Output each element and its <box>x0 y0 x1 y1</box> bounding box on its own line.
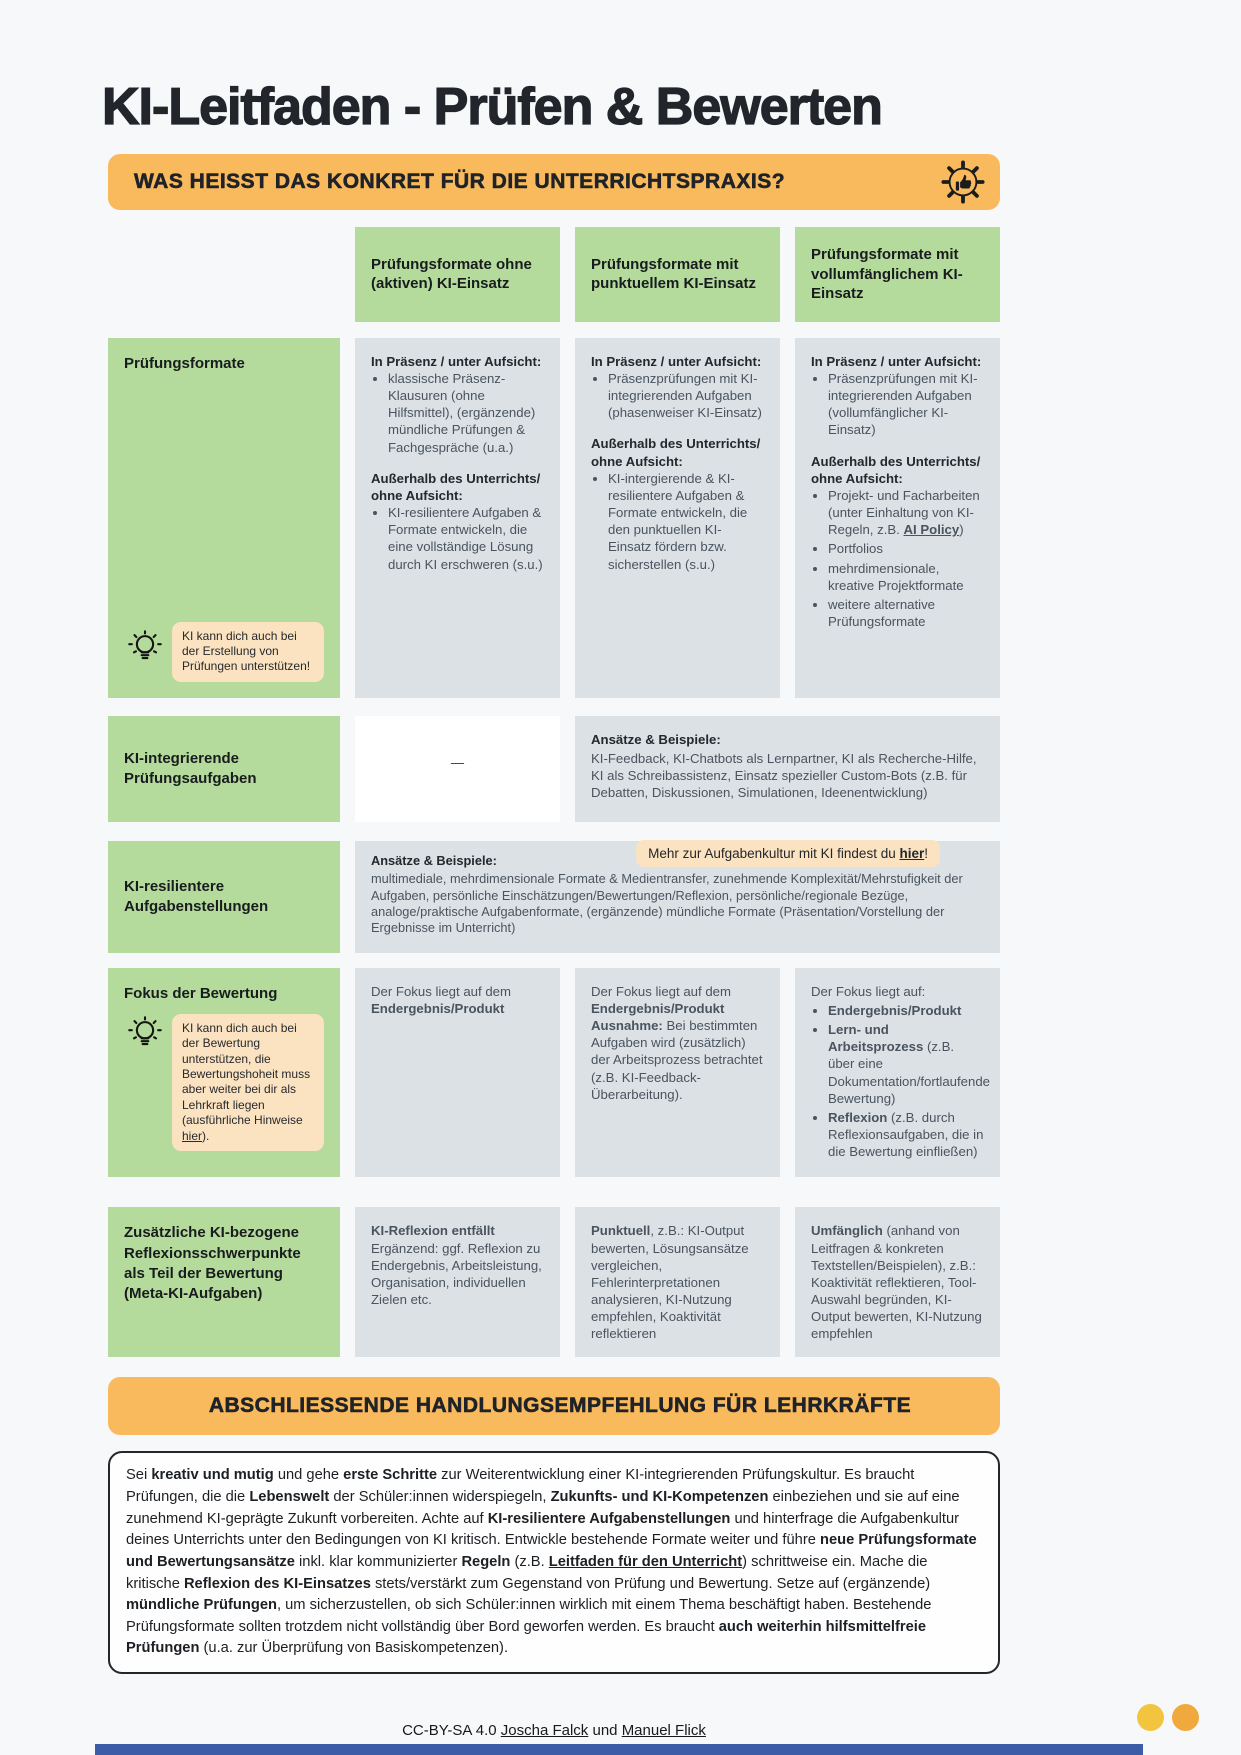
text-segment: (z.B. <box>510 1553 549 1570</box>
cell-r5-vollumfaenglich-ki <box>795 1207 1000 1357</box>
text-segment: Projekt- und Facharbeiten (unter Einhaltung von KI-Regeln, z.B. <box>828 487 980 538</box>
cell-r5-ohne-ki <box>355 1207 560 1357</box>
bullet-item <box>828 560 984 594</box>
cell-r4-ohne-ki <box>355 968 560 1178</box>
bullet-list <box>811 487 984 630</box>
row-header-label: Prüfungsformate <box>124 354 245 372</box>
cell-text: Ergänzend: ggf. Reflexion zu Endergebnis, Arbeitsleistung, Organisation, individuellen Zielen etc. <box>371 1240 542 1307</box>
tip-text <box>172 1014 324 1151</box>
cell-r1-punktuell-ki <box>575 338 780 698</box>
text-segment: ) schrittweise ein. Mache die kritische <box>126 1553 928 1592</box>
text-segment: der Schüler:innen widerspiegeln, <box>329 1489 551 1506</box>
text-segment: ! <box>924 845 928 861</box>
bullet-list <box>811 1002 991 1160</box>
text-segment: mündliche Prüfungen <box>126 1597 277 1614</box>
inline-link[interactable]: hier <box>182 1128 203 1143</box>
text-segment: (z.B. über eine Dokumentation/fortlaufende Bewertung) <box>828 1039 991 1106</box>
text-segment: stets/verstärkt zum Gegenstand von Prüfung und Bewertung. Setze auf (ergänzende) <box>370 1575 931 1592</box>
bullet-item <box>828 487 984 538</box>
bullet-item <box>828 596 984 630</box>
column-header-row <box>355 227 1000 322</box>
lightbulb-icon <box>124 628 166 676</box>
bullet-list <box>811 370 984 439</box>
inline-link[interactable]: Joscha Falck <box>500 1721 589 1739</box>
cell-r2-ansaetze <box>575 716 1000 822</box>
tip-erstellung <box>124 622 324 682</box>
cell-r2-empty-dash: — <box>355 716 560 822</box>
row-pruefungsformate <box>108 338 1000 698</box>
banner-label: WAS HEISST DAS KONKRET FÜR DIE UNTERRICHTSPRAXIS? <box>134 169 786 193</box>
text-segment: Reflexion des KI-Einsatzes <box>183 1575 371 1592</box>
text-segment: ). <box>202 1128 210 1143</box>
bullet-item: • KI-intergierende & KI-resilientere Aufgaben & Formate entwickeln, die den punktuellen KI-Einsatz fördern bzw. sicherstellen (s.u.) <box>608 470 764 573</box>
text-segment: Zukunfts- und KI-Kompetenzen <box>550 1489 769 1506</box>
cell-text <box>371 1222 544 1239</box>
bullet-item <box>828 1109 984 1160</box>
text-segment: zur Weiterentwicklung einer KI-integrierenden Prüfungskultur. Es braucht Prüfungen, die die <box>126 1467 915 1506</box>
cell-text <box>591 983 764 1017</box>
text-segment: und <box>588 1721 622 1739</box>
text-segment: KI-resilientere Aufgabenstellungen <box>487 1510 731 1527</box>
text-segment: weitere alternative Prüfungsformate <box>828 596 936 629</box>
bullet-item <box>828 1021 991 1107</box>
row-ki-integrierende <box>108 716 1000 822</box>
text-segment: Endergebnis/Produkt <box>591 1000 725 1016</box>
text-segment: (anhand von Leitfragen & konkreten Textstellen/Beispielen), z.B.: Koaktivität reflektieren, Tool-Auswahl begründen, KI-Output bewerten, KI-Nutzung empfehlen <box>811 1223 982 1342</box>
page-title: KI-Leitfaden - Prüfen & Bewerten <box>102 78 882 136</box>
text-segment: ) <box>959 522 964 538</box>
inline-link[interactable]: hier <box>899 845 925 861</box>
cell-text: KI-Feedback, KI-Chatbots als Lernpartner, KI als Recherche-Hilfe, KI als Schreibassistenz, Einsatz spezieller Custom-Bots (z.B. für Debatten, Diskussionen, Simulationen, Ideenentwicklung) <box>591 750 977 801</box>
column-header-punktuell-ki: Prüfungsformate mit punktuellem KI-Einsatz <box>575 227 780 322</box>
row-header-fokus-bewertung <box>108 968 340 1178</box>
text-segment: und hinterfrage die Aufgabenkultur deines Unterrichts unter den Bedingungen von KI kritisch. Entwickle bestehende Formate weiter und führe <box>126 1510 960 1549</box>
column-header-ohne-ki: Prüfungsformate ohne (aktiven) KI-Einsatz <box>355 227 560 322</box>
text-segment: Der Fokus liegt auf dem <box>591 983 731 999</box>
cell-r1-vollumfaenglich-ki <box>795 338 1000 698</box>
text-segment: neue Prüfungsformate und Bewertungsansätze <box>126 1532 977 1570</box>
row-header-label: Zusätzliche KI-bezogene Reflexionsschwerpunkte als Teil der Bewertung (Meta-KI-Aufgaben) <box>124 1224 301 1303</box>
text-segment: CC-BY-SA 4.0 <box>402 1721 501 1739</box>
text-segment: Mehr zur Aufgabenkultur mit KI findest du <box>648 845 900 861</box>
lightbulb-icon <box>124 1014 166 1062</box>
row-header-pruefungsformate <box>108 338 340 698</box>
recommendation-text <box>126 1465 982 1659</box>
text-segment: und gehe <box>273 1467 344 1484</box>
cell-heading: Außerhalb des Unterrichts/ ohne Aufsicht: <box>591 436 761 469</box>
tip-text: KI kann dich auch bei der Erstellung von Prüfungen unterstützen! <box>172 622 324 682</box>
tip-bewertung <box>124 1014 324 1151</box>
text-segment: Der Fokus liegt auf dem <box>371 983 511 999</box>
text-segment: erste Schritte <box>343 1467 438 1484</box>
cell-text <box>591 1017 764 1103</box>
text-segment: Portfolios <box>828 541 883 557</box>
text-segment: Punktuell <box>591 1223 651 1239</box>
cell-r4-punktuell-ki <box>575 968 780 1178</box>
section-banner-unterrichtspraxis <box>108 154 1000 210</box>
cell-heading: Ansätze & Beispiele: <box>591 731 721 747</box>
cell-text <box>591 1222 764 1342</box>
row-fokus-bewertung <box>108 968 1000 1178</box>
aufgabenkultur-note <box>636 840 940 867</box>
row-header-reflexionsschwerpunkte <box>108 1207 340 1357</box>
text-segment: Ausnahme: <box>591 1018 663 1034</box>
section-banner-handlungsempfehlung <box>108 1377 1000 1435</box>
cell-heading: Außerhalb des Unterrichts/ ohne Aufsicht: <box>811 453 981 486</box>
banner-label: ABSCHLIESSENDE HANDLUNGSEMPFEHLUNG FÜR LEHRKRÄFTE <box>208 1394 912 1418</box>
text-segment: inkl. klar kommunizierter <box>294 1553 462 1570</box>
text-segment: Lern- und Arbeitsprozess <box>828 1022 924 1055</box>
orange-circle-icon <box>1172 1704 1199 1731</box>
inline-link[interactable]: Manuel Flick <box>621 1721 706 1739</box>
cell-heading: Außerhalb des Unterrichts/ ohne Aufsicht: <box>371 470 541 503</box>
bullet-list <box>371 370 544 456</box>
cell-heading: In Präsenz / unter Aufsicht: <box>591 353 762 369</box>
text-segment: Endergebnis/Produkt <box>371 1000 505 1016</box>
cell-heading: In Präsenz / unter Aufsicht: <box>371 353 542 369</box>
bottom-blue-bar <box>95 1744 1143 1755</box>
bullet-item: • KI-resilientere Aufgaben & Formate entwickeln, die eine vollständige Lösung durch KI erschweren (s.u.) <box>388 504 544 573</box>
bullet-list <box>591 370 764 421</box>
bullet-item: • klassische Präsenz-Klausuren (ohne Hilfsmittel), (ergänzende) mündliche Prüfungen & Fachgespräche (u.a.) <box>388 370 544 456</box>
text-segment: einbeziehen und sie auf eine zunehmend KI-geprägte Zukunft vorbereiten. Achte auf <box>126 1489 960 1527</box>
text-segment: Lebenswelt <box>249 1489 330 1506</box>
text-segment: Endergebnis/Produkt <box>828 1002 962 1018</box>
yellow-circle-icon <box>1137 1704 1164 1731</box>
text-segment: KI kann dich auch bei der Bewertung unterstützen, die Bewertungshoheit muss aber weiter bei dir als Lehrkraft liegen (ausführliche Hinweise <box>182 1021 311 1128</box>
bullet-item: • Präsenzprüfungen mit KI-integrierenden Aufgaben (vollumfänglicher KI-Einsatz) <box>828 370 984 439</box>
text-segment: auch weiterhin hilfsmittelfreie Prüfungen <box>126 1618 927 1657</box>
cell-heading: In Präsenz / unter Aufsicht: <box>811 353 982 369</box>
bullet-item <box>828 540 984 557</box>
row-reflexionsschwerpunkte <box>108 1207 1000 1357</box>
cell-text: Der Fokus liegt auf: <box>811 983 926 999</box>
text-segment: mehrdimensionale, kreative Projektformate <box>828 560 964 593</box>
text-segment: , um sicherzustellen, ob sich Schüler:innen wirklich mit einem Thema beschäftigt haben. Bestehende Prüfungsformate sollten trotzdem nicht vollständig über Bord geworfen werden. Es braucht <box>126 1597 932 1635</box>
text-segment: Regeln <box>461 1553 511 1570</box>
inline-link[interactable]: Leitfaden für den Unterricht <box>548 1553 743 1570</box>
cell-text <box>371 983 544 1017</box>
cell-text <box>811 1222 984 1342</box>
row-header-ki-integrierende <box>108 716 340 822</box>
column-header-vollumfaenglich-ki: Prüfungsformate mit vollumfänglichem KI-Einsatz <box>795 227 1000 322</box>
bullet-list <box>371 504 544 573</box>
cell-r1-ohne-ki <box>355 338 560 698</box>
row-header-label: KI-integrierende Prüfungsaufgaben <box>124 749 257 787</box>
text-segment: Umfänglich <box>811 1223 883 1239</box>
text-segment: , z.B.: KI-Output bewerten, Lösungsansätze vergleichen, Fehlerinterpretationen analysieren, KI-Nutzung empfehlen, Koaktivität reflektieren <box>591 1223 749 1342</box>
cell-text: multimediale, mehrdimensionale Formate & Medientransfer, zunehmende Komplexität/Mehrstufigkeit der Aufgaben, persönliche Einschätzungen/Bewertungen/Reflexion, persönliche/regionale Bezüge, analoge/praktische Aufgabenformate, (ergänzende) mündliche Formate (Präsentation/Vorstellung der Ergebnisse im Unterricht) <box>371 871 963 936</box>
text-segment: Sei <box>126 1467 152 1484</box>
text-segment: (u.a. zur Überprüfung von Basiskompetenzen). <box>199 1640 509 1657</box>
license-footer <box>108 1722 1000 1739</box>
text-segment: (z.B. durch Reflexionsaufgaben, die in die Bewertung einfließen) <box>828 1109 984 1160</box>
inline-link[interactable]: AI Policy <box>903 522 960 538</box>
cell-r4-vollumfaenglich-ki <box>795 968 1000 1178</box>
text-segment: kreativ und mutig <box>151 1467 274 1484</box>
row-header-ki-resilientere <box>108 841 340 953</box>
recommendation-box <box>108 1451 1000 1673</box>
cell-r5-punktuell-ki <box>575 1207 780 1357</box>
row-header-label: KI-resilientere Aufgabenstellungen <box>124 877 269 915</box>
bullet-item: • Präsenzprüfungen mit KI-integrierenden Aufgaben (phasenweiser KI-Einsatz) <box>608 370 764 421</box>
gear-thumbsup-icon <box>940 159 986 205</box>
text-segment: Reflexion <box>828 1109 888 1125</box>
bottom-right-circles <box>1137 1704 1199 1731</box>
text-segment: KI-Reflexion entfällt <box>371 1223 495 1239</box>
cell-heading: Ansätze & Beispiele: <box>371 852 497 868</box>
row-header-label: Fokus der Bewertung <box>124 984 278 1002</box>
bullet-item <box>828 1002 984 1019</box>
poster-content <box>102 0 1000 1739</box>
bullet-list <box>591 470 764 573</box>
text-segment: Bei bestimmten Aufgaben wird (zusätzlich) der Arbeitsprozess betrachtet (z.B. KI-Feedback-Überarbeitung). <box>591 1018 763 1102</box>
